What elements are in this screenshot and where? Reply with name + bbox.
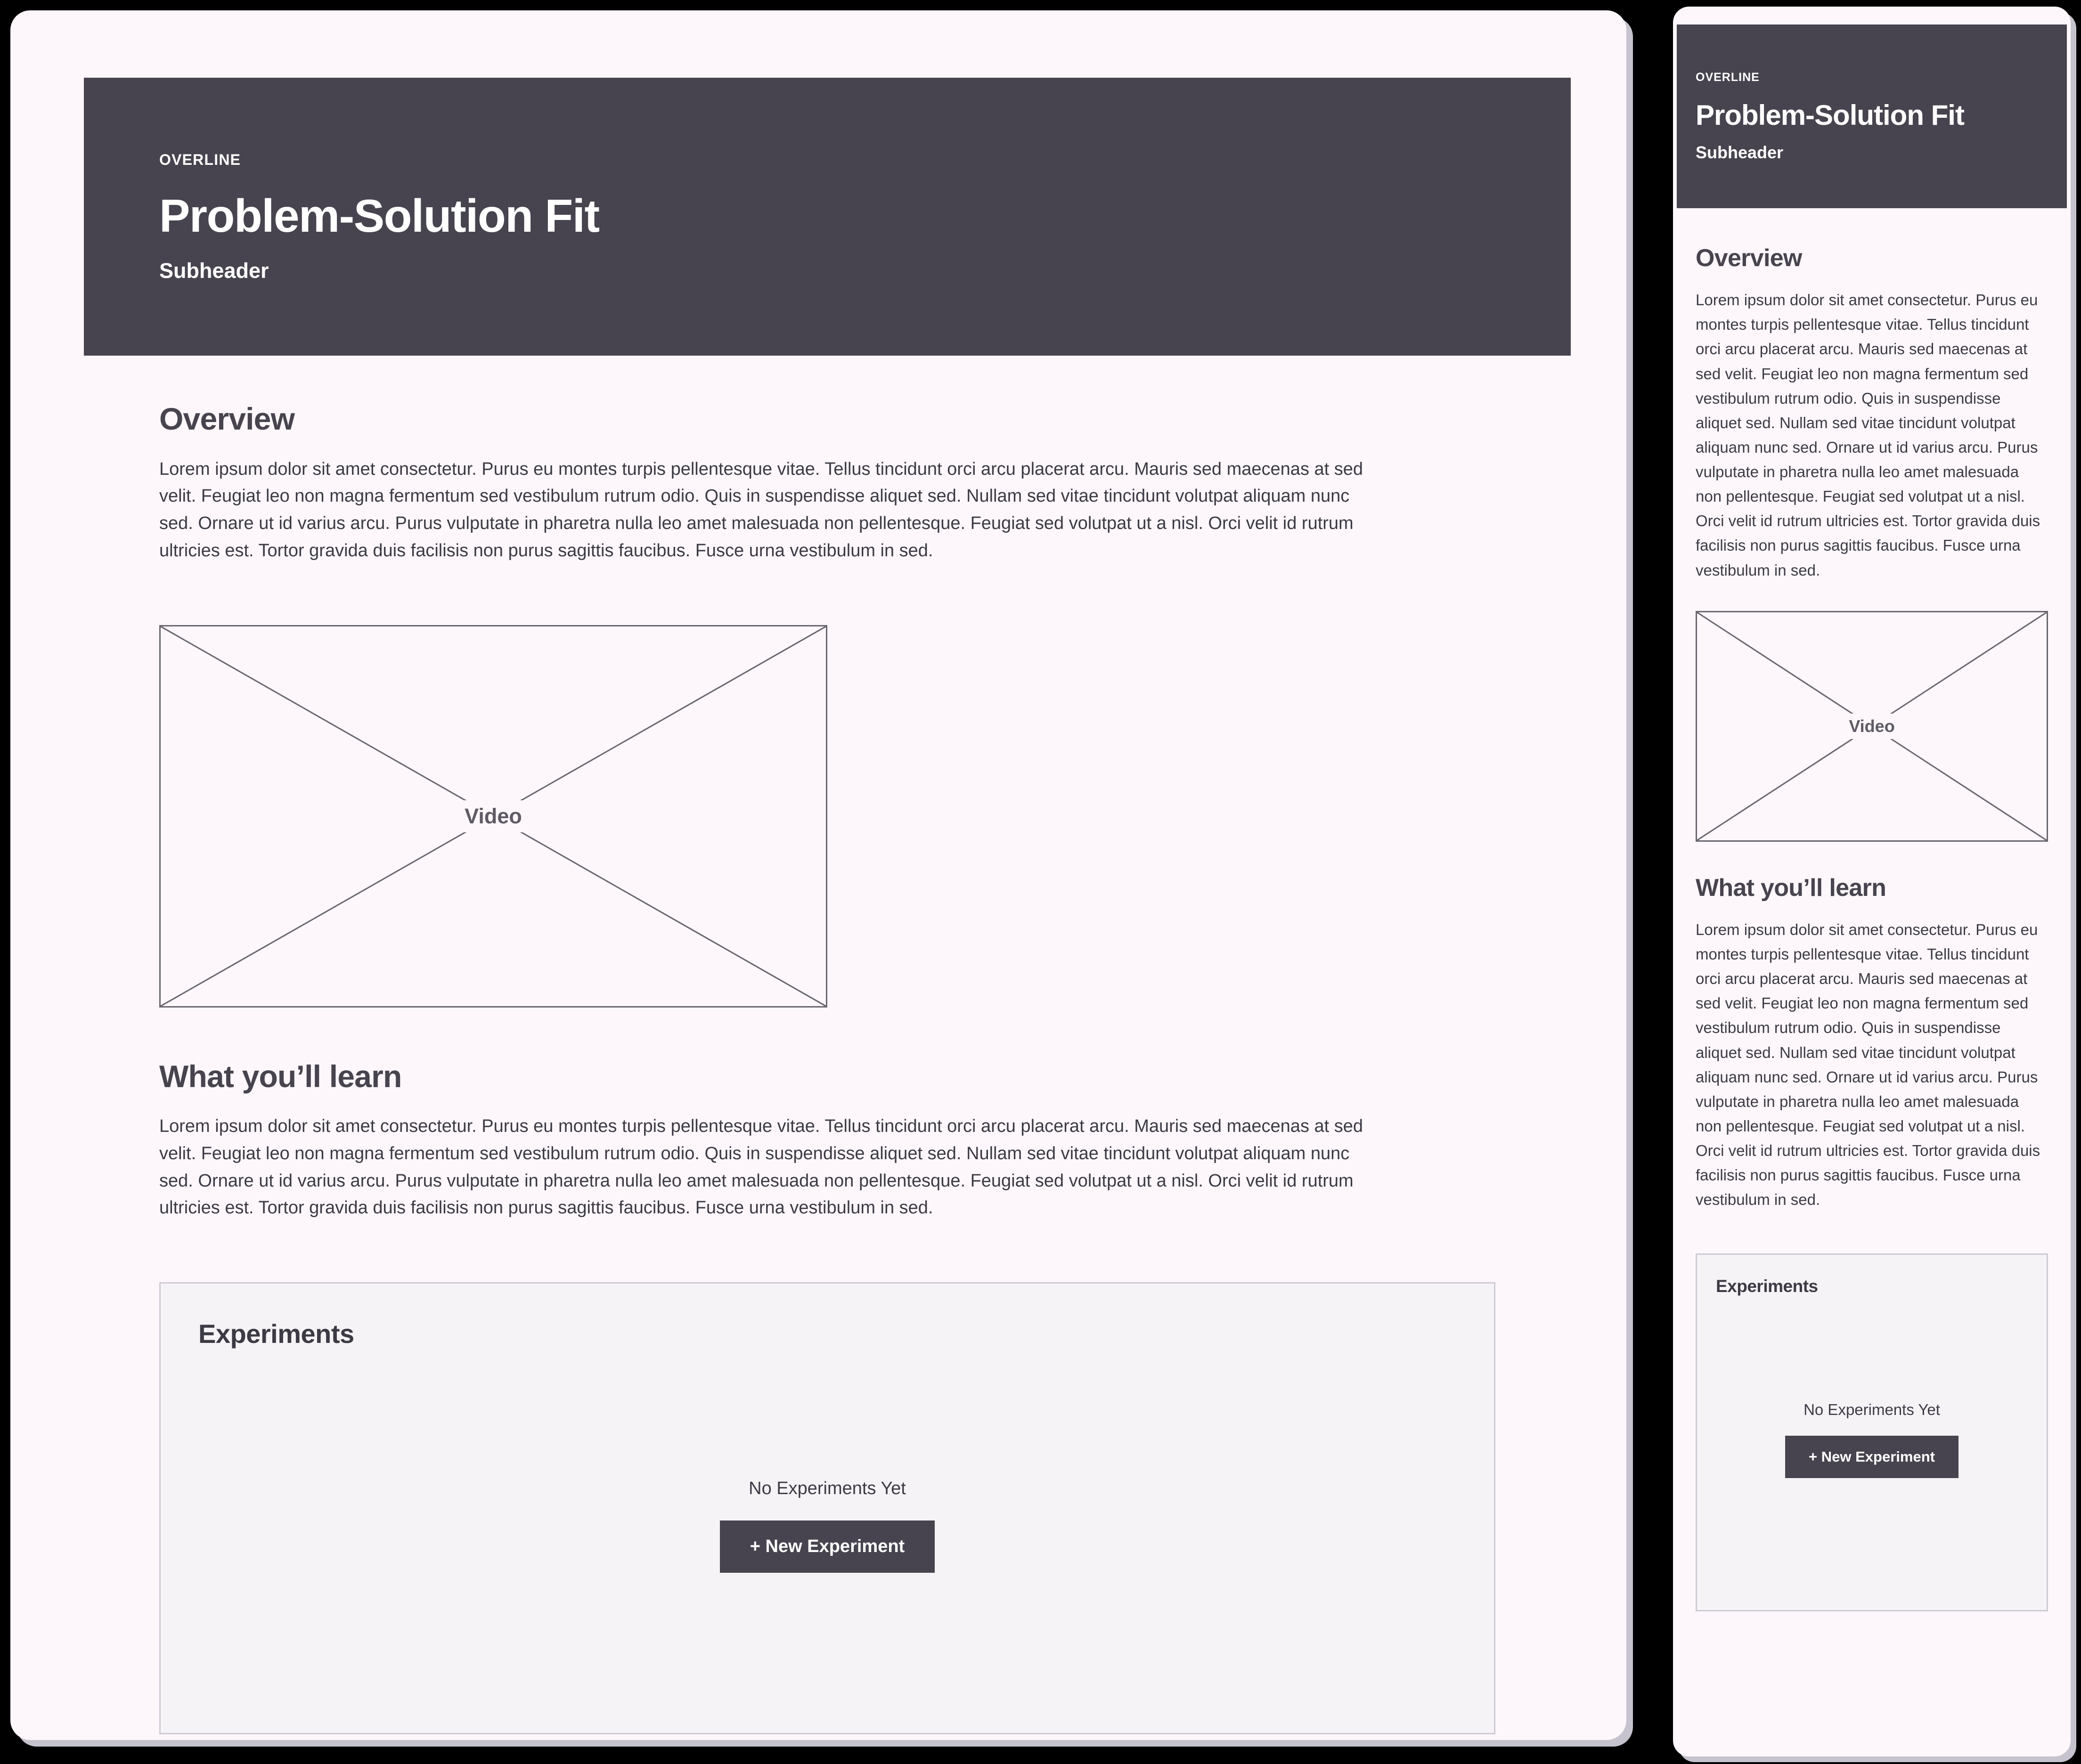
experiments-title: Experiments	[198, 1319, 354, 1349]
overview-body: Lorem ipsum dolor sit amet consectetur. Purus eu montes turpis pellentesque vitae. Tellus tincidunt orci arcu placerat arcu. Mauris sed maecenas at sed velit. Feugiat leo non magna fermentum sed vestibulum rutrum odio. Quis in suspendisse aliquet sed. Nullam sed vitae tincidunt volutpat aliquam nunc sed. Ornare ut id varius arcu. Purus vulputate in pharetra nulla leo amet malesuada non pellentesque. Feugiat sed volutpat ut a nisl. Orci velit id rutrum ultricies est. Tortor gravida duis facilisis non purus sagittis faucibus. Fusce urna vestibulum in sed.	[159, 459, 1363, 561]
hero-subheader: Subheader	[159, 258, 269, 283]
desktop-content	[84, 356, 1571, 1734]
mobile-overview-body: Lorem ipsum dolor sit amet consectetur. Purus eu montes turpis pellentesque vitae. Tellus tincidunt orci arcu placerat arcu. Mauris sed maecenas at sed velit. Feugiat leo non magna fermentum sed vestibulum rutrum odio. Quis in suspendisse aliquet sed. Nullam sed vitae tincidunt volutpat aliquam nunc sed. Ornare ut id varius arcu. Purus vulputate in pharetra nulla leo amet malesuada non pellentesque. Feugiat sed volutpat ut a nisl. Orci velit id rutrum ultricies est. Tortor gravida duis facilisis non purus sagittis faucibus. Fusce urna vestibulum in sed.	[1696, 291, 2040, 579]
mobile-experiments-empty-text: No Experiments Yet	[1804, 1401, 1940, 1419]
learn-body: Lorem ipsum dolor sit amet consectetur. Purus eu montes turpis pellentesque vitae. Tellus tincidunt orci arcu placerat arcu. Mauris sed maecenas at sed velit. Feugiat leo non magna fermentum sed vestibulum rutrum odio. Quis in suspendisse aliquet sed. Nullam sed vitae tincidunt volutpat aliquam nunc sed. Ornare ut id varius arcu. Purus vulputate in pharetra nulla leo amet malesuada non pellentesque. Feugiat sed volutpat ut a nisl. Orci velit id rutrum ultricies est. Tortor gravida duis facilisis non purus sagittis faucibus. Fusce urna vestibulum in sed.	[159, 1116, 1363, 1218]
desktop-hero-banner	[84, 78, 1571, 356]
hero-overline: OVERLINE	[159, 151, 241, 169]
mobile-hero-banner	[1677, 24, 2067, 208]
mobile-new-experiment-button[interactable]: + New Experiment	[1785, 1436, 1959, 1478]
experiments-empty-state	[161, 1479, 1494, 1573]
video-placeholder[interactable]	[159, 625, 827, 1008]
mobile-overview-section	[1677, 208, 2067, 583]
page-title: Problem-Solution Fit	[159, 190, 599, 242]
mobile-experiments-title: Experiments	[1716, 1276, 1818, 1296]
mobile-experiments-empty-state	[1697, 1401, 2047, 1478]
mobile-experiments-card	[1696, 1253, 2048, 1611]
experiments-card	[159, 1282, 1495, 1734]
mobile-content	[1677, 208, 2067, 1756]
mobile-overview-heading: Overview	[1696, 244, 1802, 272]
mobile-video-placeholder[interactable]	[1696, 611, 2048, 842]
mobile-video-placeholder-label: Video	[1839, 714, 1904, 739]
mobile-page-title: Problem-Solution Fit	[1696, 99, 1964, 131]
overview-section	[84, 356, 1571, 565]
desktop-preview-panel	[10, 10, 1626, 1740]
mobile-hero-subheader: Subheader	[1696, 143, 1784, 162]
experiments-empty-text: No Experiments Yet	[749, 1479, 906, 1499]
video-placeholder-label: Video	[452, 800, 534, 832]
mobile-learn-section	[1677, 842, 2067, 1212]
learn-heading: What you’ll learn	[159, 1058, 402, 1094]
mobile-learn-heading: What you’ll learn	[1696, 874, 1886, 902]
mobile-preview-panel	[1673, 7, 2071, 1756]
mobile-learn-body: Lorem ipsum dolor sit amet consectetur. Purus eu montes turpis pellentesque vitae. Tellus tincidunt orci arcu placerat arcu. Mauris sed maecenas at sed velit. Feugiat leo non magna fermentum sed vestibulum rutrum odio. Quis in suspendisse aliquet sed. Nullam sed vitae tincidunt volutpat aliquam nunc sed. Ornare ut id varius arcu. Purus vulputate in pharetra nulla leo amet malesuada non pellentesque. Feugiat sed volutpat ut a nisl. Orci velit id rutrum ultricies est. Tortor gravida duis facilisis non purus sagittis faucibus. Fusce urna vestibulum in sed.	[1696, 920, 2040, 1209]
overview-heading: Overview	[159, 401, 295, 436]
new-experiment-button[interactable]: + New Experiment	[720, 1520, 935, 1573]
mobile-hero-overline: OVERLINE	[1696, 71, 1760, 84]
learn-section	[84, 1008, 1571, 1222]
